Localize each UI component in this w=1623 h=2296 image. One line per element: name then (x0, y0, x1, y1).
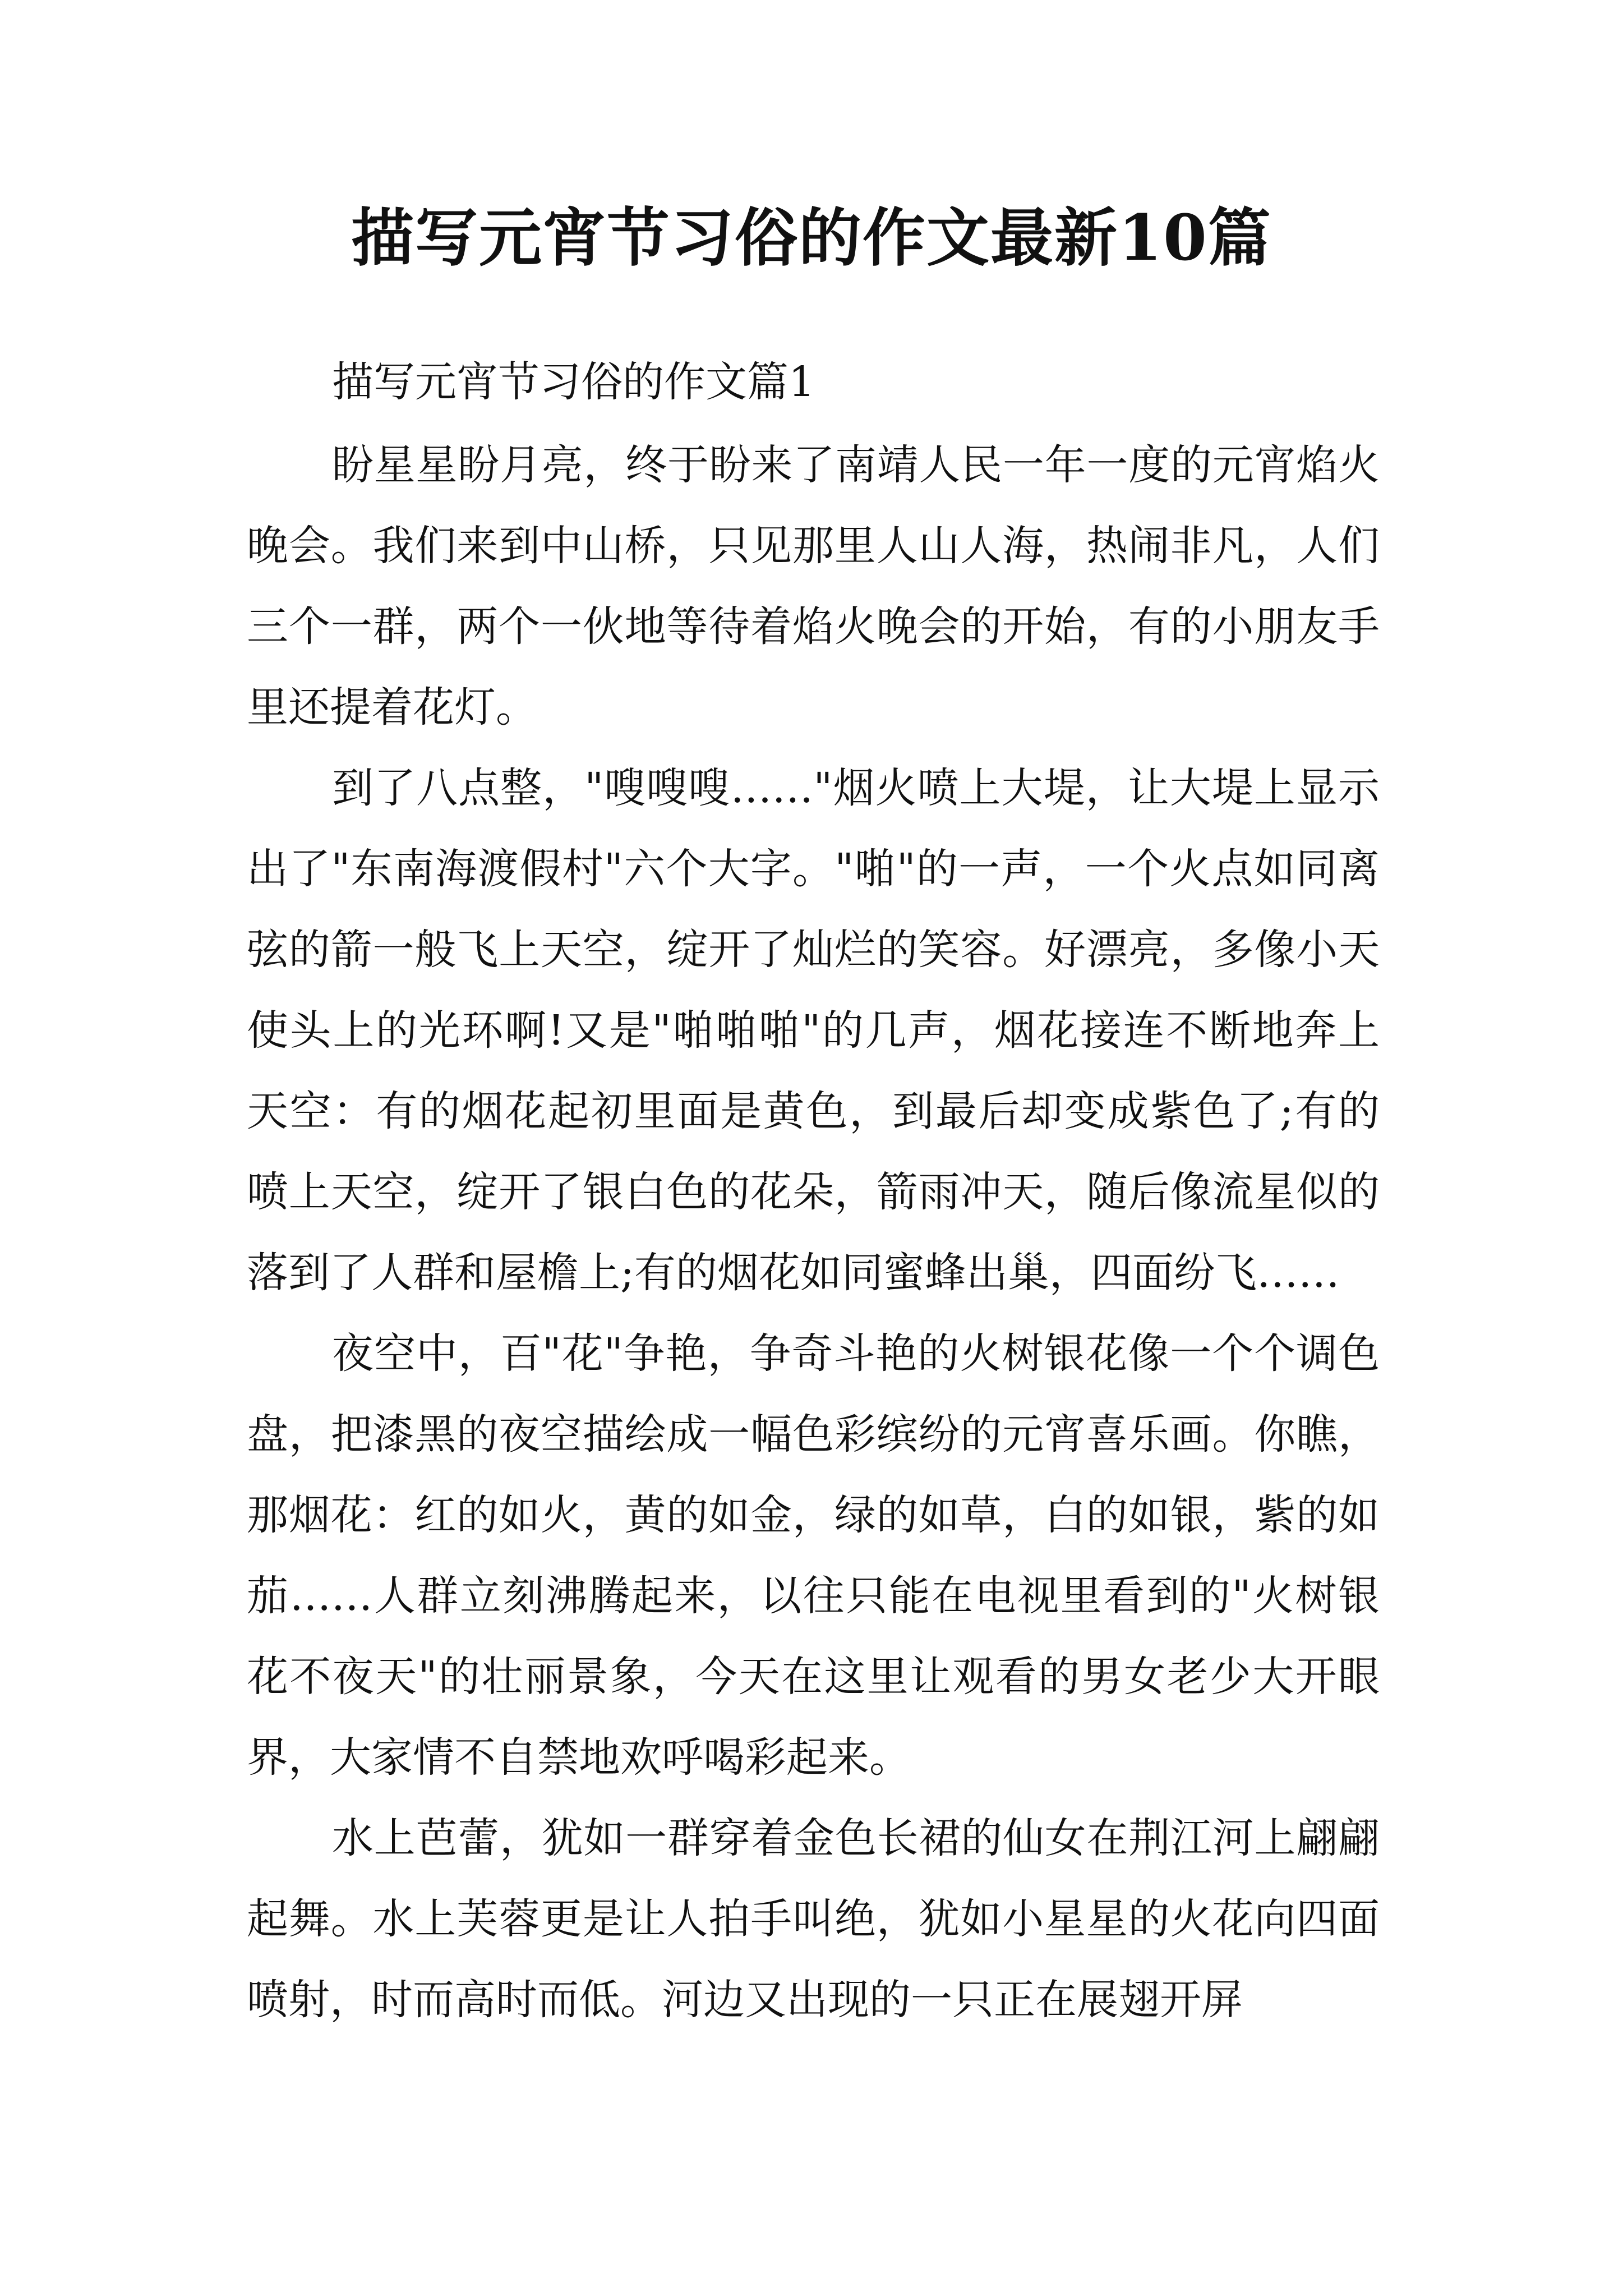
paragraph: 夜空中，百"花"争艳，争奇斗艳的火树银花像一个个调色盘，把漆黑的夜空描绘成一幅色彩缤纷的元宵喜乐画。你瞧，那烟花：红的如火，黄的如金，绿的如草，白的如银，紫的如茄……人群立刻沸腾起来，以往只能在电视里看到的"火树银花不夜天"的壮丽景象，今天在这里让观看的男女老少大开眼界，大家情不自禁地欢呼喝彩起来。 (247, 1329, 1380, 1782)
section-heading: 描写元宵节习俗的作文篇1 (332, 358, 815, 406)
paragraph: 到了八点整，"嗖嗖嗖……"烟火喷上大堤，让大堤上显示出了"东南海渡假村"六个大字。"啪"的一声，一个火点如同离弦的箭一般飞上天空，绽开了灿烂的笑容。好漂亮，多像小天使头上的光环啊!又是"啪啪啪"的几声，烟花接连不断地奔上天空：有的烟花起初里面是黄色，到最后却变成紫色了;有的喷上天空，绽开了银白色的花朵，箭雨冲天，随后像流星似的落到了人群和屋檐上;有的烟花如同蜜蜂出巢，四面纷飞…… (247, 764, 1380, 1297)
document-body (247, 339, 1380, 2040)
document-title: 描写元宵节习俗的作文最新10篇 (351, 201, 1272, 275)
paragraph: 盼星星盼月亮，终于盼来了南靖人民一年一度的元宵焰火晚会。我们来到中山桥，只见那里人山人海，热闹非凡，人们三个一群，两个一伙地等待着焰火晚会的开始，有的小朋友手里还提着花灯。 (247, 441, 1380, 731)
paragraph: 水上芭蕾，犹如一群穿着金色长裙的仙女在荆江河上翩翩起舞。水上芙蓉更是让人拍手叫绝，犹如小星星的火花向四面喷射，时而高时而低。河边又出现的一只正在展翅开屏 (247, 1814, 1380, 2024)
